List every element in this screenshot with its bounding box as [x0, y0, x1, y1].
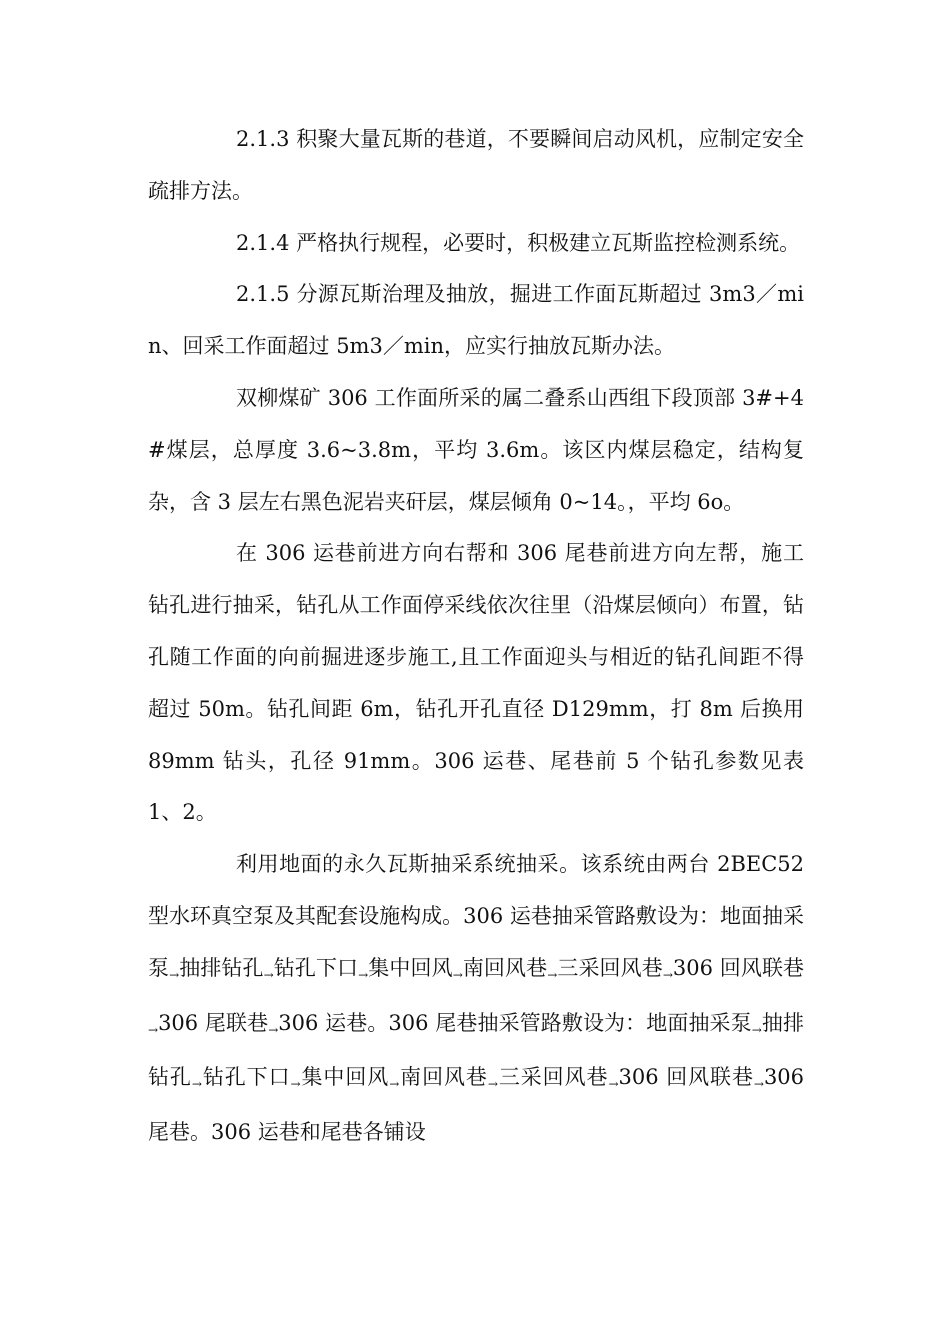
arrow-glyph: → — [608, 1077, 619, 1092]
arrow-glyph: → — [148, 1022, 159, 1037]
text-run: 2.1.3 积聚大量瓦斯的巷道，不要瞬间启动风机，应制定安全疏排方法。 — [148, 127, 804, 203]
arrow-glyph: → — [268, 1022, 279, 1037]
arrow-glyph: → — [191, 1077, 202, 1092]
arrow-glyph: → — [547, 967, 558, 982]
paragraph-p6 — [148, 839, 804, 1159]
arrow-glyph: → — [290, 1077, 301, 1092]
text-run: 2.1.4 严格执行规程，必要时，积极建立瓦斯监控检测系统。 — [236, 230, 801, 255]
text-run: 南回风巷 — [462, 955, 548, 980]
text-run: 钻孔下口 — [273, 955, 359, 980]
arrow-glyph: → — [389, 1077, 400, 1092]
arrow-glyph: → — [487, 1077, 498, 1092]
arrow-glyph: → — [753, 1077, 764, 1092]
paragraph-p3 — [148, 269, 804, 373]
text-run: 集中回风 — [300, 1065, 390, 1090]
text-run: 306 运巷。306 尾巷抽采管路敷设为：地面抽采泵 — [278, 1010, 752, 1035]
text-run: 双柳煤矿 306 工作面所采的属二叠系山西组下段顶部 3#+4#煤层，总厚度 3.6~3.8m，平均 3.6m。该区内煤层稳定，结构复杂，含 3 层左右黑色泥岩夹矸层，煤层倾角 0~14。，平均 6o。 — [148, 385, 804, 514]
paragraph-p1 — [148, 114, 804, 218]
text-run: 三采回风巷 — [497, 1065, 609, 1090]
text-run: 306 回风联巷 — [618, 1065, 754, 1090]
text-run: 306 回风联巷 — [672, 955, 805, 980]
arrow-glyph: → — [169, 967, 180, 982]
arrow-glyph: → — [263, 967, 274, 982]
paragraph-p5 — [148, 528, 804, 839]
text-run: 在 306 运巷前进方向右帮和 306 尾巷前进方向左帮，施工钻孔进行抽采，钻孔从工作面停采线依次往里（沿煤层倾向）布置，钻孔随工作面的向前掘进逐步施工,且工作面迎头与相近的钻孔间距不得超过 50m。钻孔间距 6m，钻孔开孔直径 D129mm，打 8m 后换用 89mm 钻头，孔径 91mm。306 运巷、尾巷前 5 个钻孔参数见表 1、2。 — [148, 541, 804, 825]
paragraph-p2 — [148, 218, 804, 270]
arrow-glyph: → — [751, 1022, 762, 1037]
text-run: 306 尾巷。306 运巷和尾巷各铺设 — [148, 1065, 805, 1145]
text-run: 2.1.5 分源瓦斯治理及抽放，掘进工作面瓦斯超过 3m3／min、回采工作面超过 5m3／min，应实行抽放瓦斯办法。 — [148, 282, 804, 359]
arrow-glyph: → — [662, 967, 673, 982]
document-body — [148, 114, 804, 1159]
text-run: 南回风巷 — [399, 1065, 488, 1090]
text-run: 抽排钻孔 — [179, 955, 264, 980]
text-run: 三采回风巷 — [557, 955, 663, 980]
text-run: 利用地面的永久瓦斯抽采系统抽采。该系统由两台 2BEC52 型水环真空泵及其配套设施构成。306 运巷抽采管路敷设为：地面抽采泵 — [148, 852, 804, 980]
arrow-glyph: → — [452, 967, 463, 982]
text-run: 306 尾联巷 — [158, 1010, 269, 1035]
text-run: 集中回风 — [368, 955, 453, 980]
text-run: 钻孔下口 — [201, 1065, 291, 1090]
arrow-glyph: → — [358, 967, 369, 982]
paragraph-p4 — [148, 373, 804, 528]
text-run: 抽排钻孔 — [148, 1010, 805, 1090]
